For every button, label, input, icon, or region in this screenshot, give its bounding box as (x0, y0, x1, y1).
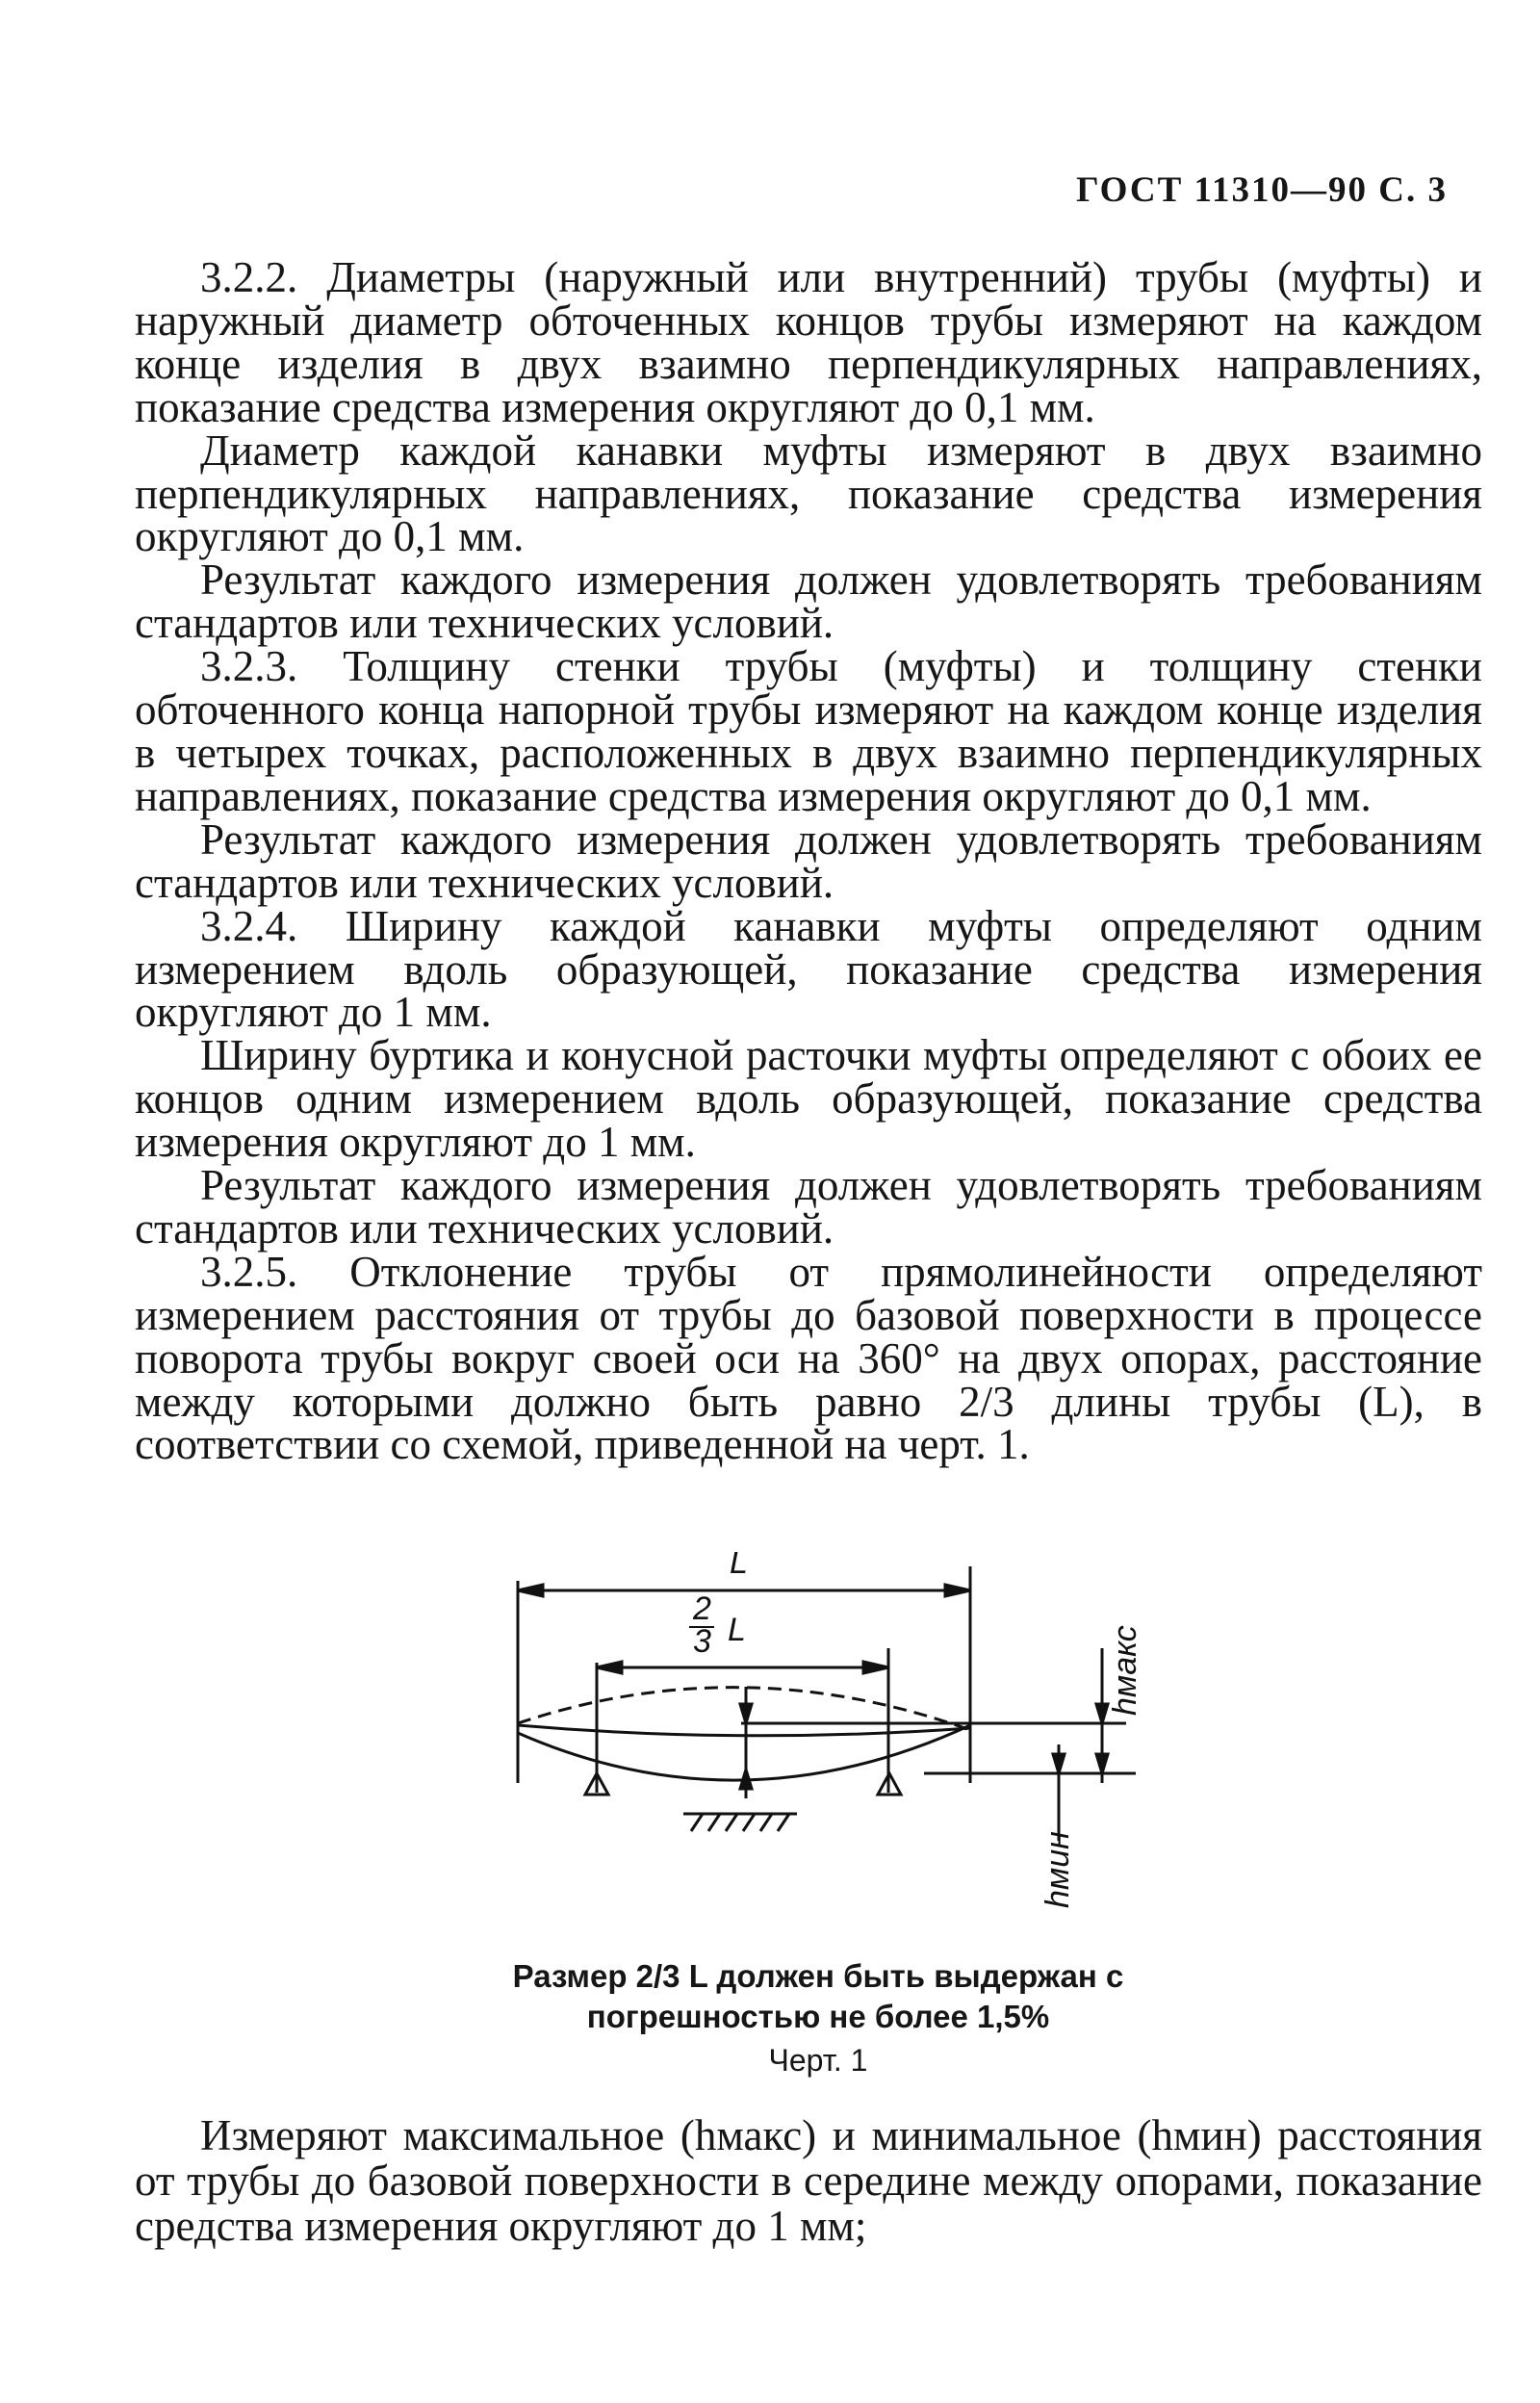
paragraph-result-2: Результат каждого измерения должен удовлетворять требованиям стандартов или технических условий. (135, 814, 1482, 907)
figure-label-two-thirds-numerator: 2 (693, 1590, 711, 1627)
figure-label-two-thirds-variable: L (728, 1612, 746, 1648)
paragraph-groove-diameter: Диаметр каждой канавки муфты измеряют в двух взаимно перпендикулярных направлениях, показание средства измерения округляют до 0,1 мм. (135, 426, 1482, 561)
paragraph-measure-h: Измеряют максимальное (hмакс) и минимальное (hмин) расстояния от трубы до базовой поверхности в середине между опорами, показание средства измерения округляют до 1 мм; (135, 2111, 1482, 2250)
closing-text (135, 2113, 1482, 2249)
paragraph-3-2-2: 3.2.2. Диаметры (наружный или внутренний) трубы (муфты) и наружный диаметр обточенных концов трубы измеряют на каждом конце изделия в двух взаимно перпендикулярных направлениях, показание средства измерения округляют до 0,1 мм. (135, 253, 1482, 431)
figure-label-hmin: hмин (1040, 1831, 1076, 1908)
paragraph-collar-width: Ширину буртика и конусной расточки муфты определяют с обоих ее концов одним измерением вдоль образующей, показание средства измерения округляют до 1 мм. (135, 1031, 1482, 1167)
body-text (135, 253, 1482, 1469)
figure-caption: Размер 2/3 L должен быть выдержан с погрешностью не более 1,5% (512, 1958, 1124, 2034)
figure-number: Черт. 1 (768, 2043, 868, 2078)
running-head: ГОСТ 11310—90 С. 3 (1076, 170, 1448, 210)
figure-label-length: L (730, 1552, 748, 1581)
paragraph-result-3: Результат каждого измерения должен удовлетворять требованиям стандартов или технических условий. (135, 1161, 1482, 1253)
paragraph-3-2-3: 3.2.3. Толщину стенки трубы (муфты) и толщину стенки обточенного конца напорной трубы измеряют на каждом конце изделия в четырех точках, расположенных в двух взаимно перпендикулярных направлениях, показание средства измерения округляют до 0,1 мм. (135, 642, 1482, 820)
figure-label-two-thirds-denominator: 3 (693, 1623, 711, 1660)
figure-label-hmax: hмакс (1107, 1625, 1143, 1716)
paragraph-result-1: Результат каждого измерения должен удовлетворять требованиям стандартов или технических условий. (135, 556, 1482, 648)
paragraph-3-2-4: 3.2.4. Ширину каждой канавки муфты определяют одним измерением вдоль образующей, показание средства измерения округляют до 1 мм. (135, 901, 1482, 1037)
paragraph-3-2-5: 3.2.5. Отклонение трубы от прямолинейности определяют измерением расстояния от трубы до базовой поверхности в процессе поворота трубы вокруг своей оси на 360° на двух опорах, расстояние между которыми должно быть равно 2/3 длины трубы (L), в соответствии со схемой, приведенной на черт. 1. (135, 1247, 1482, 1469)
straightness-scheme-drawing (500, 1552, 1194, 1927)
